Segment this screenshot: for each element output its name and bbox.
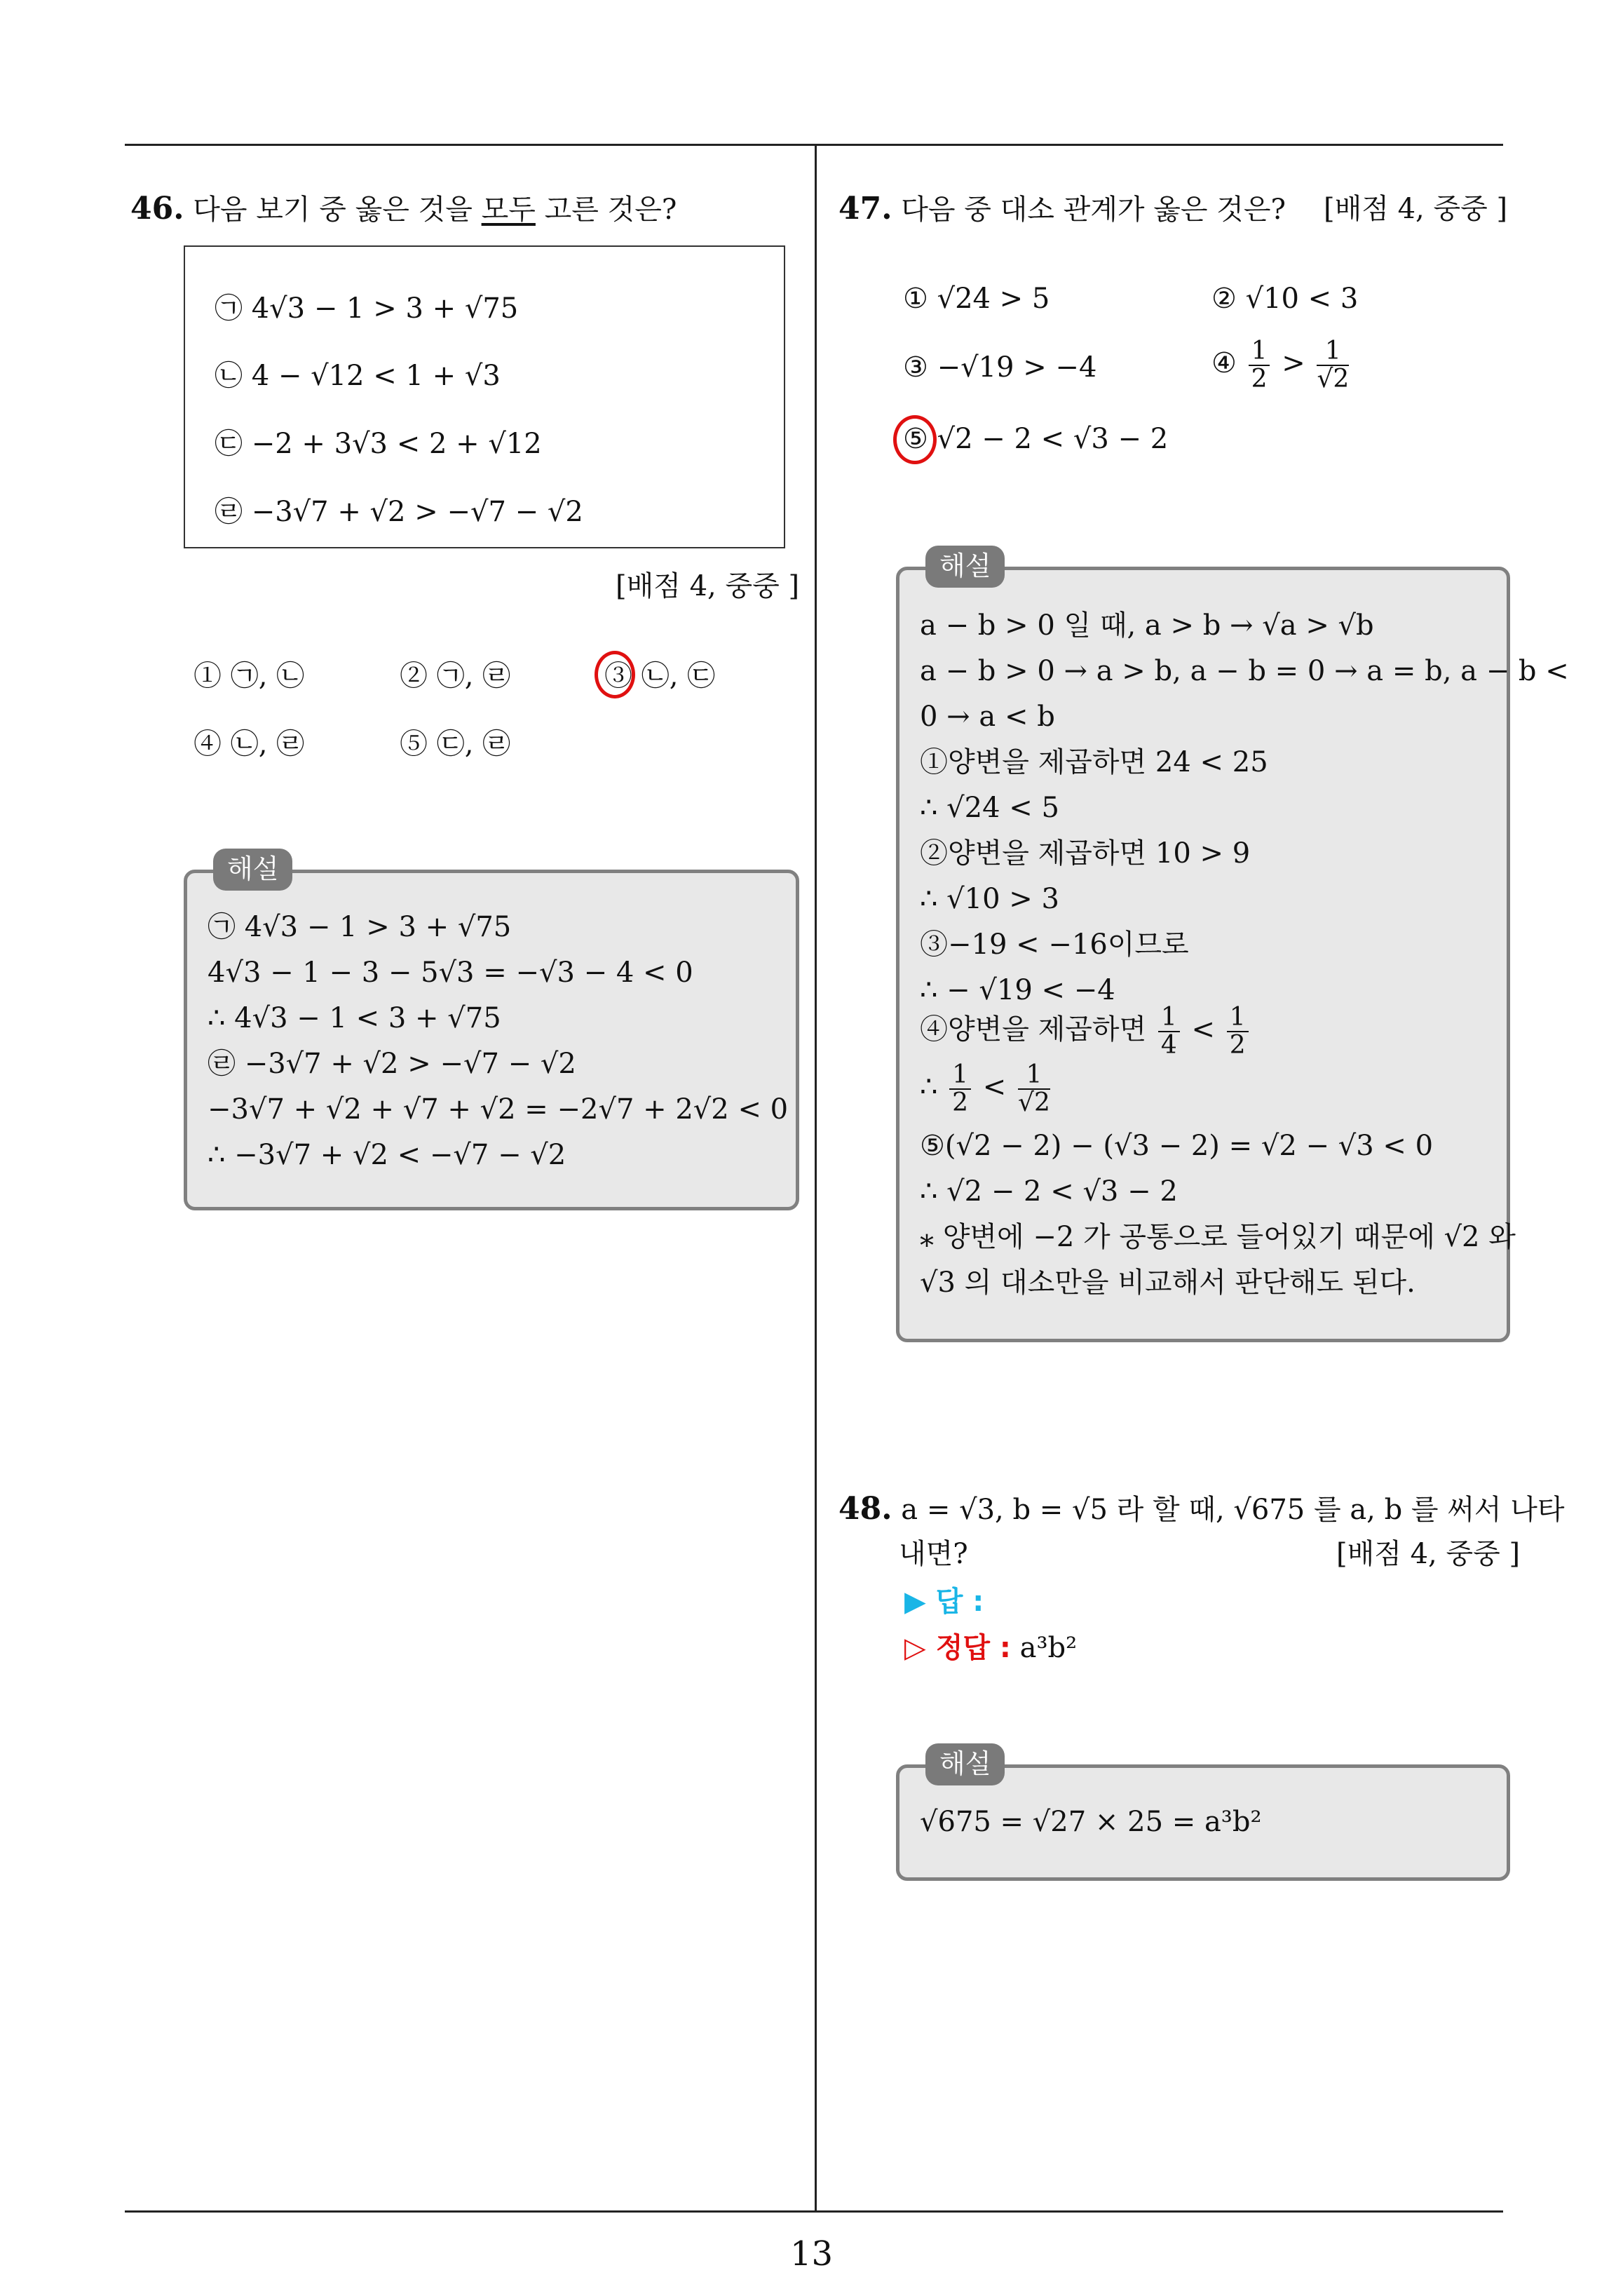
bottom-rule bbox=[125, 2210, 1503, 2213]
q46-choice-1[interactable]: ① ㉠, ㉡ bbox=[193, 660, 305, 692]
q47-sol4-op: < bbox=[1191, 1013, 1224, 1046]
frac-denominator: √2 bbox=[1317, 364, 1350, 393]
q46-answer-circle bbox=[595, 651, 635, 698]
q47-solution-line-5: ∴ √24 < 5 bbox=[920, 792, 1059, 824]
q46-number: 46. bbox=[130, 191, 184, 227]
q48-stem-text: a = √3, b = √5 라 할 때, √675 를 a, b 를 써서 나타 bbox=[901, 1494, 1565, 1526]
q47-solution-line-9: ∴ − √19 < −4 bbox=[920, 974, 1115, 1006]
q47-stem-text: 다음 중 대소 관계가 옳은 것은? bbox=[901, 194, 1286, 226]
q47-sol4-text: ④양변을 제곱하면 bbox=[920, 1013, 1155, 1046]
frac-denominator: 2 bbox=[1229, 1030, 1246, 1060]
q46-solution-line-4: ㉣ −3√7 + √2 > −√7 − √2 bbox=[208, 1048, 576, 1080]
q47-solution-line-7: ∴ √10 > 3 bbox=[920, 883, 1059, 915]
q46-score: [배점 4, 중중 ] bbox=[616, 570, 800, 602]
q46-choice-4[interactable]: ④ ㉡, ㉣ bbox=[193, 728, 305, 760]
q47-sol4b-frac-2 bbox=[1018, 1062, 1050, 1116]
q47-solution-line-11 bbox=[920, 1062, 1053, 1116]
page-number: 13 bbox=[789, 2234, 834, 2274]
q48-solution-line: √675 = √27 × 25 = a³b² bbox=[920, 1806, 1262, 1838]
q46-solution-line-6: ∴ −3√7 + √2 < −√7 − √2 bbox=[208, 1139, 566, 1171]
frac-numerator: 1 bbox=[1249, 338, 1270, 366]
q47-choice-3[interactable]: ③ −√19 > −4 bbox=[903, 351, 1097, 384]
column-divider bbox=[815, 144, 817, 2212]
frac-denominator: √2 bbox=[1018, 1088, 1050, 1117]
q47-score: [배점 4, 중중 ] bbox=[1324, 193, 1508, 225]
q46-stem bbox=[130, 191, 677, 227]
q46-solution-line-5: −3√7 + √2 + √7 + √2 = −2√7 + 2√2 < 0 bbox=[208, 1093, 789, 1126]
q47-sol4-frac-1 bbox=[1158, 1004, 1180, 1059]
q47-solution-line-13: ∴ √2 − 2 < √3 − 2 bbox=[920, 1175, 1178, 1208]
q47-solution-line-1: a − b > 0 일 때, a > b → √a > √b bbox=[920, 609, 1374, 642]
q46-choice-2[interactable]: ② ㉠, ㉣ bbox=[400, 660, 511, 692]
q47-choice-4-frac-right bbox=[1317, 338, 1349, 393]
q47-solution-tag: 해설 bbox=[925, 546, 1005, 588]
q46-stem-post: 고른 것은? bbox=[535, 194, 677, 226]
q46-statement-4: ㉣ −3√7 + √2 > −√7 − √2 bbox=[215, 496, 583, 528]
frac-numerator: 1 bbox=[949, 1062, 971, 1090]
q47-solution-line-10 bbox=[920, 1004, 1251, 1059]
q46-statement-2: ㉡ 4 − √12 < 1 + √3 bbox=[215, 360, 501, 392]
frac-denominator: 2 bbox=[1251, 364, 1268, 393]
q48-correct-value: a³b² bbox=[1019, 1632, 1078, 1664]
q47-solution-line-15: √3 의 대소만을 비교해서 판단해도 된다. bbox=[920, 1267, 1415, 1299]
q47-choice-4[interactable] bbox=[1211, 338, 1352, 393]
q47-solution-line-8: ③−19 < −16이므로 bbox=[920, 928, 1189, 961]
q46-statement-1: ㉠ 4√3 − 1 > 3 + √75 bbox=[215, 292, 519, 325]
q46-choice-5[interactable]: ⑤ ㉢, ㉣ bbox=[400, 728, 511, 760]
q46-solution-line-3: ∴ 4√3 − 1 < 3 + √75 bbox=[208, 1002, 501, 1034]
q46-statement-3: ㉢ −2 + 3√3 < 2 + √12 bbox=[215, 428, 542, 460]
q48-correct-line bbox=[904, 1634, 1077, 1662]
q48-number: 48. bbox=[838, 1491, 892, 1527]
q48-stem-line-2: 내면? bbox=[899, 1538, 968, 1570]
q48-correct-label: ▷ 정답 : bbox=[904, 1632, 1011, 1664]
frac-numerator: 1 bbox=[1158, 1004, 1180, 1032]
frac-numerator: 1 bbox=[1227, 1004, 1249, 1032]
q47-choice-4-op: > bbox=[1282, 346, 1315, 379]
q46-stem-underline: 모두 bbox=[481, 194, 536, 226]
frac-numerator: 1 bbox=[1317, 338, 1349, 366]
q47-sol4b-text: ∴ bbox=[920, 1070, 947, 1103]
q47-sol4b-frac-1 bbox=[949, 1062, 971, 1116]
q47-choice-1[interactable]: ① √24 > 5 bbox=[903, 283, 1050, 315]
q47-choice-4-frac-left bbox=[1249, 338, 1270, 393]
q48-answer-label: ▶ 답 : bbox=[904, 1586, 984, 1618]
q47-solution-line-3: 0 → a < b bbox=[920, 701, 1055, 733]
q48-stem-line-1 bbox=[838, 1491, 1565, 1527]
q47-solution-line-6: ②양변을 제곱하면 10 > 9 bbox=[920, 837, 1251, 870]
q47-solution-line-14: ⁎ 양변에 −2 가 공통으로 들어있기 때문에 √2 와 bbox=[920, 1221, 1516, 1253]
q47-choice-5[interactable]: ⑤ √2 − 2 < √3 − 2 bbox=[903, 423, 1169, 455]
q47-solution-line-12: ⑤(√2 − 2) − (√3 − 2) = √2 − √3 < 0 bbox=[920, 1130, 1434, 1162]
q46-solution-tag: 해설 bbox=[213, 849, 292, 891]
q47-choice-4-label: ④ bbox=[1211, 346, 1246, 379]
q46-stem-pre: 다음 보기 중 옳은 것을 bbox=[193, 194, 482, 226]
top-rule bbox=[125, 144, 1503, 146]
q48-solution-tag: 해설 bbox=[925, 1743, 1005, 1785]
q47-number: 47. bbox=[838, 191, 892, 227]
q46-solution-line-1: ㉠ 4√3 − 1 > 3 + √75 bbox=[208, 911, 512, 943]
q47-answer-circle bbox=[893, 415, 937, 464]
q48-score: [배점 4, 중중 ] bbox=[1336, 1538, 1521, 1570]
q46-solution-line-2: 4√3 − 1 − 3 − 5√3 = −√3 − 4 < 0 bbox=[208, 957, 693, 989]
q47-sol4-frac-2 bbox=[1227, 1004, 1249, 1059]
q47-sol4b-op: < bbox=[982, 1070, 1016, 1103]
q47-solution-line-4: ①양변을 제곱하면 24 < 25 bbox=[920, 746, 1268, 778]
q46-choice-3[interactable]: ③ ㉡, ㉢ bbox=[604, 660, 716, 692]
q47-solution-line-2: a − b > 0 → a > b, a − b = 0 → a = b, a − b < bbox=[920, 655, 1569, 687]
q47-stem bbox=[838, 191, 1286, 227]
frac-numerator: 1 bbox=[1018, 1062, 1050, 1090]
frac-denominator: 4 bbox=[1160, 1030, 1177, 1060]
frac-denominator: 2 bbox=[952, 1088, 969, 1117]
q47-choice-2[interactable]: ② √10 < 3 bbox=[1211, 283, 1359, 315]
